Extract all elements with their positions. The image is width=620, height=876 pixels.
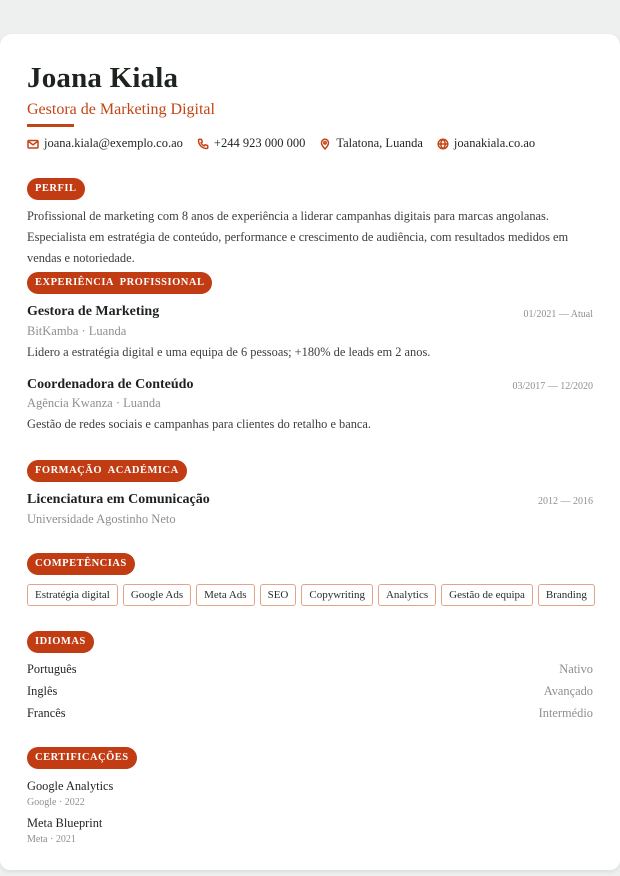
skill-tag: SEO xyxy=(260,584,297,606)
section-heading-languages: IDIOMAS xyxy=(27,631,94,653)
candidate-role: Gestora de Marketing Digital xyxy=(27,101,215,118)
certification-name: Meta Blueprint xyxy=(27,816,103,830)
language-name: Português xyxy=(27,662,77,676)
job-title: Coordenadora de Conteúdo xyxy=(27,377,194,392)
section-heading-experience: EXPERIÊNCIA PROFISSIONAL xyxy=(27,272,212,294)
contact-website-text: joanakiala.co.ao xyxy=(453,136,536,150)
language-level: Nativo xyxy=(559,662,593,676)
contact-location xyxy=(319,136,423,151)
language-row xyxy=(27,706,593,721)
language-row xyxy=(27,662,593,677)
language-name: Inglês xyxy=(27,684,58,698)
job-organization: Agência Kwanza · Luanda xyxy=(27,396,161,410)
degree-title: Licenciatura em Comunicação xyxy=(27,492,210,507)
contact-location-text: Talatona, Luanda xyxy=(336,136,423,150)
accent-rule xyxy=(27,124,74,127)
section-heading-skills: COMPETÊNCIAS xyxy=(27,553,135,575)
language-row xyxy=(27,684,593,699)
contact-phone-text: +244 923 000 000 xyxy=(213,136,306,150)
resume-page xyxy=(0,34,620,870)
contact-email-text: joana.kiala@exemplo.co.ao xyxy=(44,136,183,150)
contact-bar xyxy=(27,136,535,151)
skill-tag: Copywriting xyxy=(301,584,373,606)
skill-tag: Meta Ads xyxy=(196,584,254,606)
certification-name: Google Analytics xyxy=(27,779,114,793)
section-heading-certifications: CERTIFICAÇÕES xyxy=(27,747,137,769)
resume-content xyxy=(27,34,593,870)
mail-icon xyxy=(27,138,39,150)
contact-phone[interactable] xyxy=(197,136,305,151)
skill-tag: Google Ads xyxy=(123,584,191,606)
contact-website[interactable] xyxy=(437,136,535,151)
language-level: Avançado xyxy=(543,684,593,698)
profile-summary: Profissional de marketing com 8 anos de experiência a liderar campanhas digitais para marcas angolanas. Especialista em estratégia de conteúdo, performance e crescimento de audiência, com resultados medidos em vendas e notoriedade. xyxy=(27,209,569,265)
location-pin-icon xyxy=(319,138,331,150)
section-heading-profile: PERFIL xyxy=(27,178,85,200)
job-date: 01/2021 — Atual xyxy=(523,309,593,320)
degree-date: 2012 — 2016 xyxy=(538,496,593,507)
language-level: Intermédio xyxy=(538,706,593,720)
language-name: Francês xyxy=(27,706,66,720)
skill-tag: Estratégia digital xyxy=(27,584,118,606)
skill-tag: Analytics xyxy=(378,584,436,606)
section-heading-education: FORMAÇÃO ACADÉMICA xyxy=(27,460,187,482)
job-description: Lidero a estratégia digital e uma equipa de 6 pessoas; +180% de leads em 2 anos. xyxy=(27,345,431,359)
contact-email[interactable] xyxy=(27,136,183,151)
skill-tag: Gestão de equipa xyxy=(441,584,533,606)
certification-meta: Meta · 2021 xyxy=(27,834,76,845)
job-title: Gestora de Marketing xyxy=(27,304,160,319)
job-description: Gestão de redes sociais e campanhas para clientes do retalho e banca. xyxy=(27,417,372,431)
job-date: 03/2017 — 12/2020 xyxy=(512,381,593,392)
phone-icon xyxy=(197,138,209,150)
globe-icon xyxy=(437,138,449,150)
candidate-name: Joana Kiala xyxy=(27,62,179,94)
certification-meta: Google · 2022 xyxy=(27,797,85,808)
job-organization: BitKamba · Luanda xyxy=(27,324,127,338)
skill-tag: Branding xyxy=(538,584,595,606)
skill-tags xyxy=(27,584,595,606)
degree-institution: Universidade Agostinho Neto xyxy=(27,512,176,526)
